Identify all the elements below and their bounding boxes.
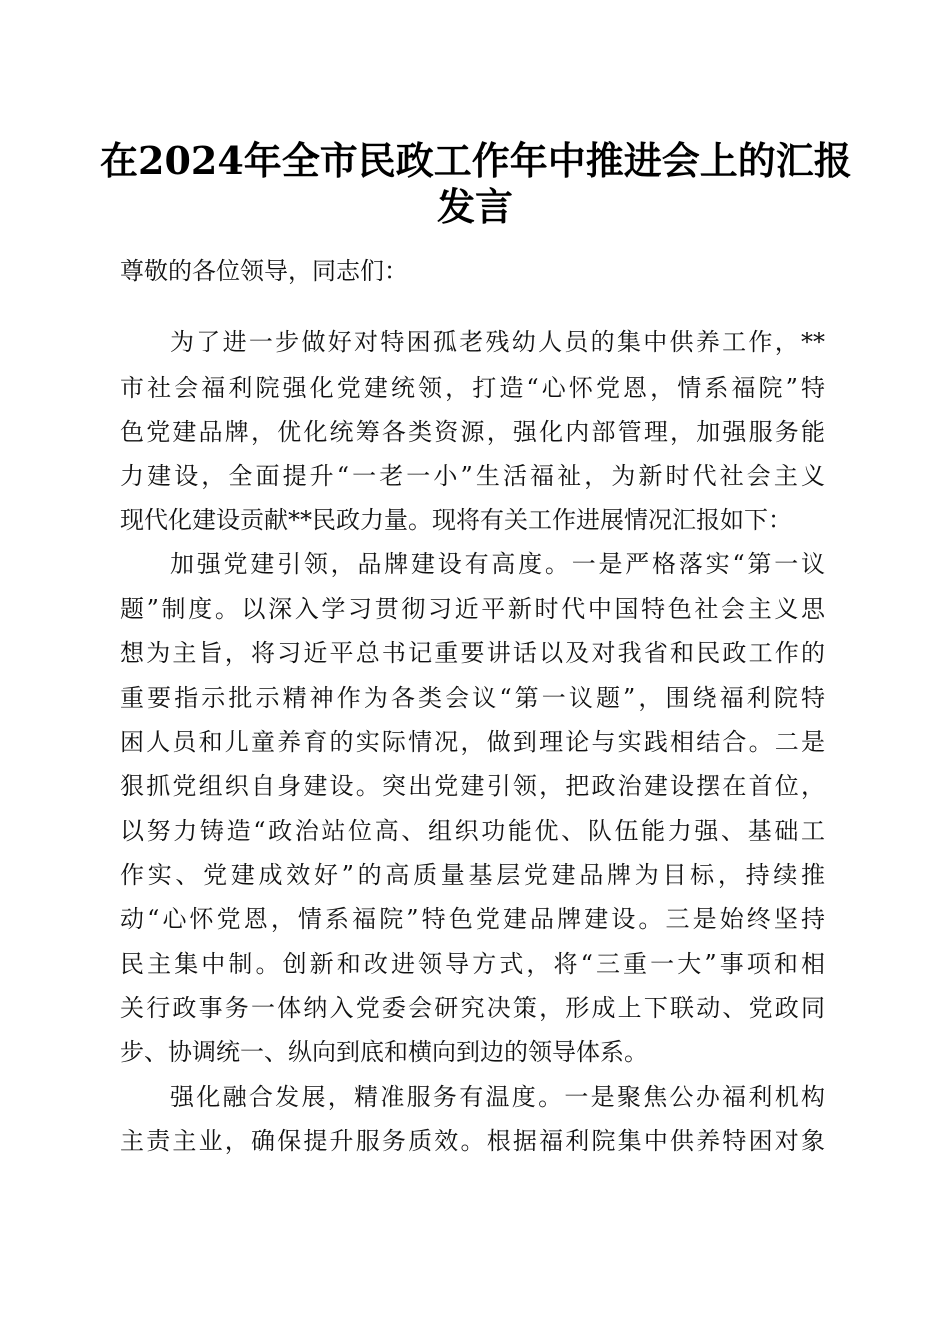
document-title-line-2: 发言 (436, 184, 513, 229)
document-title-line-1: 在2024年全市民政工作年中推进会上的汇报 (100, 138, 852, 183)
paragraph-2-line-4: 重要指示批示精神作为各类会议“第一议题”，围绕福利院特 (120, 684, 825, 712)
paragraph-2-line-1: 加强党建引领，品牌建设有高度。一是严格落实“第一议 (170, 550, 825, 578)
paragraph-1-line-5: 现代化建设贡献**民政力量。现将有关工作进展情况汇报如下： (120, 506, 792, 534)
paragraph-1-line-2: 市社会福利院强化党建统领，打造“心怀党恩，情系福院”特 (120, 374, 825, 402)
paragraph-2-line-6: 狠抓党组织自身建设。突出党建引领，把政治建设摆在首位， (120, 772, 825, 800)
paragraph-2-line-5: 困人员和儿童养育的实际情况，做到理论与实践相结合。二是 (120, 728, 825, 756)
paragraph-1-line-1: 为了进一步做好对特困孤老残幼人员的集中供养工作，** (170, 328, 825, 356)
paragraph-2-line-8: 作实、党建成效好”的高质量基层党建品牌为目标，持续推 (120, 861, 825, 889)
paragraph-3-line-2: 主责主业，确保提升服务质效。根据福利院集中供养特困对象 (120, 1127, 825, 1155)
paragraph-2-line-2: 题”制度。以深入学习贯彻习近平新时代中国特色社会主义思 (120, 595, 825, 623)
paragraph-2-line-9: 动“心怀党恩，情系福院”特色党建品牌建设。三是始终坚持 (120, 905, 825, 933)
paragraph-2-line-11: 关行政事务一体纳入党委会研究决策，形成上下联动、党政同 (120, 994, 825, 1022)
paragraph-1-line-4: 力建设，全面提升“一老一小”生活福祉，为新时代社会主义 (120, 462, 825, 490)
salutation: 尊敬的各位领导，同志们： (120, 257, 408, 285)
paragraph-2-line-12: 步、协调统一、纵向到底和横向到边的领导体系。 (120, 1038, 648, 1066)
paragraph-2-line-3: 想为主旨，将习近平总书记重要讲话以及对我省和民政工作的 (120, 639, 825, 667)
paragraph-3-line-1: 强化融合发展，精准服务有温度。一是聚焦公办福利机构 (170, 1083, 825, 1111)
paragraph-2-line-7: 以努力铸造“政治站位高、组织功能优、队伍能力强、基础工 (120, 817, 825, 845)
paragraph-1-line-3: 色党建品牌，优化统筹各类资源，强化内部管理，加强服务能 (120, 418, 825, 446)
paragraph-2-line-10: 民主集中制。创新和改进领导方式，将“三重一大”事项和相 (120, 950, 825, 978)
